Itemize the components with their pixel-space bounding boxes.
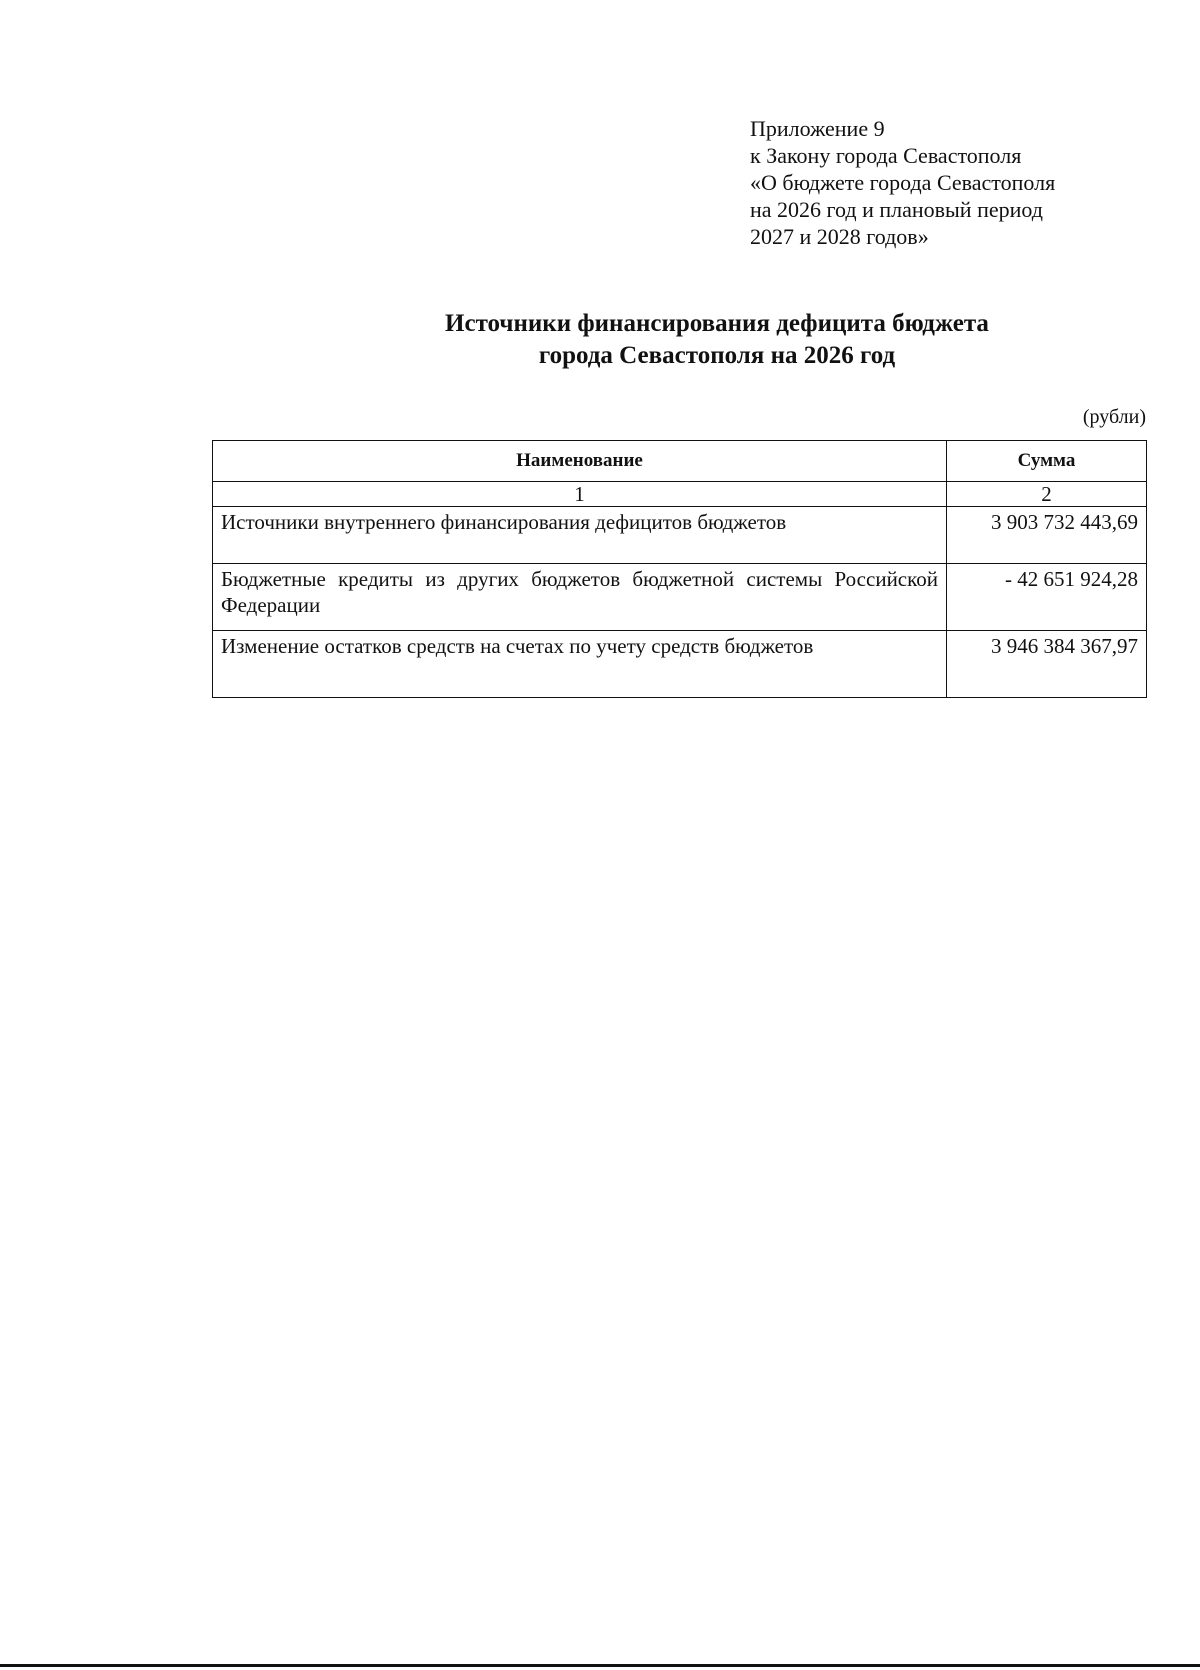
column-header-sum: Сумма (947, 441, 1147, 482)
table-row (213, 507, 1147, 564)
row-name: Источники внутреннего финансирования дефицитов бюджетов (213, 507, 947, 564)
appendix-line: Приложение 9 (750, 116, 885, 141)
appendix-line: к Закону города Севастополя (750, 143, 1022, 168)
document-title-line-2: города Севастополя на 2026 год (538, 342, 896, 369)
column-header-name: Наименование (213, 441, 947, 482)
table-row (213, 564, 1147, 631)
column-number-row (213, 482, 1147, 507)
appendix-line: на 2026 год и плановый период (750, 197, 1043, 222)
units-label: (рубли) (1082, 406, 1146, 428)
appendix-line: 2027 и 2028 годов» (750, 224, 929, 249)
appendix-reference (750, 115, 1055, 250)
financing-sources-table (212, 440, 1147, 698)
row-name: Изменение остатков средств на счетах по учету средств бюджетов (213, 631, 947, 698)
page-bottom-border (0, 1664, 1200, 1667)
appendix-line: «О бюджете города Севастополя (750, 170, 1056, 195)
column-number-sum: 2 (947, 482, 1147, 507)
row-sum: 3 903 732 443,69 (947, 507, 1147, 564)
row-sum: - 42 651 924,28 (947, 564, 1147, 631)
table-row (213, 631, 1147, 698)
row-sum: 3 946 384 367,97 (947, 631, 1147, 698)
row-name: Бюджетные кредиты из других бюджетов бюджетной системы Российской Федерации (213, 564, 947, 631)
document-title-line-1: Источники финансирования дефицита бюджета (445, 310, 989, 337)
column-number-name: 1 (213, 482, 947, 507)
table-header-row (213, 441, 1147, 482)
document-title (212, 308, 1200, 372)
